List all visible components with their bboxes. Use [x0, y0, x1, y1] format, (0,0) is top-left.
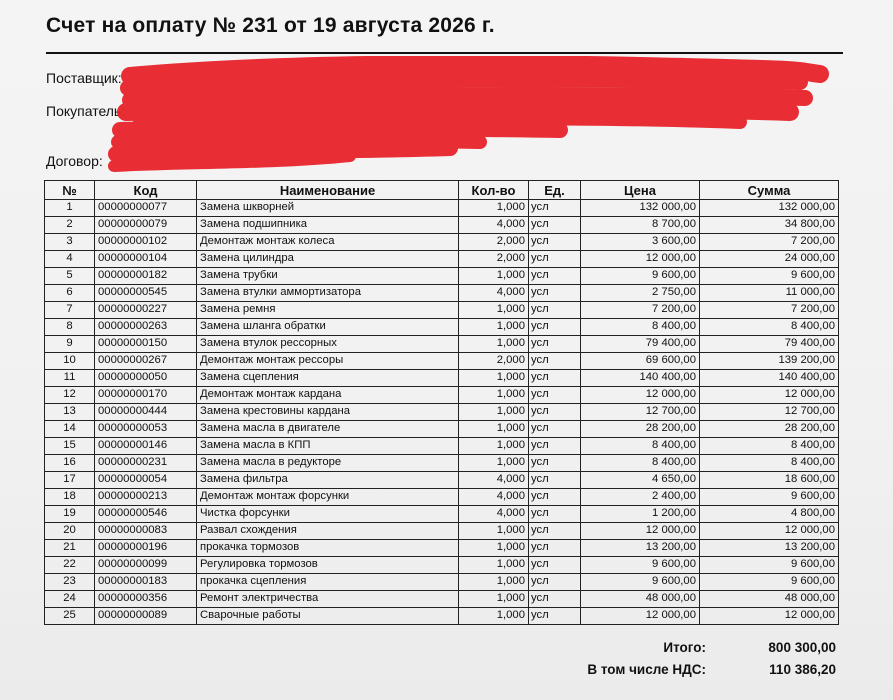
item-qty: 1,000 [459, 200, 529, 217]
item-sum: 12 000,00 [700, 608, 839, 625]
item-price: 9 600,00 [581, 574, 700, 591]
buyer-label: Покупатель: [46, 103, 126, 119]
item-name: Ремонт электричества [197, 591, 459, 608]
item-price: 8 400,00 [581, 438, 700, 455]
table-row [45, 336, 839, 353]
row-num: 5 [45, 268, 95, 285]
row-num: 2 [45, 217, 95, 234]
item-name: Демонтаж монтаж колеса [197, 234, 459, 251]
item-name: Замена шкворней [197, 200, 459, 217]
item-price: 12 000,00 [581, 608, 700, 625]
item-code: 00000000546 [95, 506, 197, 523]
redaction-scribble [100, 56, 840, 184]
item-code: 00000000083 [95, 523, 197, 540]
item-price: 2 750,00 [581, 285, 700, 302]
item-name: Замена втулок рессорных [197, 336, 459, 353]
item-name: Замена цилиндра [197, 251, 459, 268]
item-code: 00000000196 [95, 540, 197, 557]
item-sum: 48 000,00 [700, 591, 839, 608]
item-qty: 4,000 [459, 506, 529, 523]
row-num: 22 [45, 557, 95, 574]
item-sum: 8 400,00 [700, 455, 839, 472]
item-code: 00000000146 [95, 438, 197, 455]
item-name: Чистка форсунки [197, 506, 459, 523]
item-unit: усл [529, 319, 581, 336]
item-qty: 1,000 [459, 557, 529, 574]
item-code: 00000000150 [95, 336, 197, 353]
item-name: Замена масла в двигателе [197, 421, 459, 438]
item-price: 2 400,00 [581, 489, 700, 506]
row-num: 4 [45, 251, 95, 268]
item-sum: 8 400,00 [700, 438, 839, 455]
item-sum: 9 600,00 [700, 489, 839, 506]
table-row [45, 404, 839, 421]
item-unit: усл [529, 200, 581, 217]
item-price: 8 400,00 [581, 455, 700, 472]
item-qty: 2,000 [459, 251, 529, 268]
item-qty: 2,000 [459, 353, 529, 370]
row-num: 16 [45, 455, 95, 472]
table-row [45, 268, 839, 285]
item-sum: 12 000,00 [700, 387, 839, 404]
item-qty: 1,000 [459, 319, 529, 336]
item-qty: 1,000 [459, 421, 529, 438]
item-sum: 24 000,00 [700, 251, 839, 268]
item-unit: усл [529, 540, 581, 557]
item-sum: 12 000,00 [700, 523, 839, 540]
table-row [45, 319, 839, 336]
item-qty: 1,000 [459, 302, 529, 319]
item-code: 00000000182 [95, 268, 197, 285]
item-qty: 1,000 [459, 438, 529, 455]
item-price: 4 650,00 [581, 472, 700, 489]
supplier-label: Поставщик: [46, 70, 122, 86]
item-unit: усл [529, 591, 581, 608]
vat-value: 110 386,20 [769, 662, 836, 677]
item-name: Развал схождения [197, 523, 459, 540]
item-sum: 7 200,00 [700, 302, 839, 319]
item-unit: усл [529, 421, 581, 438]
row-num: 10 [45, 353, 95, 370]
table-row [45, 608, 839, 625]
item-qty: 4,000 [459, 285, 529, 302]
col-header-sum: Сумма [700, 181, 839, 200]
row-num: 21 [45, 540, 95, 557]
total-value: 800 300,00 [768, 640, 836, 655]
row-num: 6 [45, 285, 95, 302]
table-row [45, 387, 839, 404]
item-unit: усл [529, 523, 581, 540]
item-code: 00000000102 [95, 234, 197, 251]
item-name: Замена втулки аммортизатора [197, 285, 459, 302]
table-row [45, 302, 839, 319]
table-row [45, 217, 839, 234]
row-num: 8 [45, 319, 95, 336]
item-name: прокачка тормозов [197, 540, 459, 557]
item-qty: 1,000 [459, 608, 529, 625]
item-price: 12 000,00 [581, 251, 700, 268]
table-row [45, 557, 839, 574]
item-price: 8 400,00 [581, 319, 700, 336]
item-name: Замена трубки [197, 268, 459, 285]
item-code: 00000000356 [95, 591, 197, 608]
item-code: 00000000545 [95, 285, 197, 302]
item-code: 00000000104 [95, 251, 197, 268]
item-unit: усл [529, 506, 581, 523]
row-num: 20 [45, 523, 95, 540]
contract-label: Договор: [46, 153, 103, 169]
item-qty: 1,000 [459, 268, 529, 285]
item-price: 140 400,00 [581, 370, 700, 387]
item-price: 9 600,00 [581, 557, 700, 574]
item-name: Демонтаж монтаж форсунки [197, 489, 459, 506]
item-unit: усл [529, 557, 581, 574]
item-sum: 132 000,00 [700, 200, 839, 217]
item-price: 1 200,00 [581, 506, 700, 523]
item-price: 12 700,00 [581, 404, 700, 421]
item-code: 00000000444 [95, 404, 197, 421]
row-num: 24 [45, 591, 95, 608]
item-sum: 140 400,00 [700, 370, 839, 387]
item-unit: усл [529, 251, 581, 268]
item-unit: усл [529, 404, 581, 421]
item-price: 28 200,00 [581, 421, 700, 438]
table-row [45, 421, 839, 438]
row-num: 9 [45, 336, 95, 353]
item-name: Замена шланга обратки [197, 319, 459, 336]
item-code: 00000000099 [95, 557, 197, 574]
item-qty: 4,000 [459, 489, 529, 506]
item-sum: 139 200,00 [700, 353, 839, 370]
item-code: 00000000077 [95, 200, 197, 217]
row-num: 11 [45, 370, 95, 387]
table-row [45, 251, 839, 268]
table-row [45, 455, 839, 472]
item-unit: усл [529, 234, 581, 251]
item-unit: усл [529, 302, 581, 319]
item-name: Демонтаж монтаж кардана [197, 387, 459, 404]
col-header-code: Код [95, 181, 197, 200]
invoice-title: Счет на оплату № 231 от 19 августа 2026 г. [46, 14, 495, 37]
item-unit: усл [529, 608, 581, 625]
item-qty: 1,000 [459, 387, 529, 404]
row-num: 19 [45, 506, 95, 523]
table-row [45, 200, 839, 217]
item-unit: усл [529, 285, 581, 302]
item-unit: усл [529, 387, 581, 404]
table-row [45, 574, 839, 591]
table-row [45, 285, 839, 302]
item-name: Сварочные работы [197, 608, 459, 625]
item-price: 13 200,00 [581, 540, 700, 557]
item-qty: 1,000 [459, 540, 529, 557]
table-row [45, 472, 839, 489]
item-price: 69 600,00 [581, 353, 700, 370]
item-qty: 1,000 [459, 404, 529, 421]
item-name: прокачка сцепления [197, 574, 459, 591]
item-name: Замена масла в редукторе [197, 455, 459, 472]
item-code: 00000000053 [95, 421, 197, 438]
item-name: Замена ремня [197, 302, 459, 319]
item-unit: усл [529, 370, 581, 387]
item-unit: усл [529, 336, 581, 353]
item-sum: 34 800,00 [700, 217, 839, 234]
total-label: Итого: [663, 640, 706, 655]
item-unit: усл [529, 455, 581, 472]
item-code: 00000000183 [95, 574, 197, 591]
item-sum: 18 600,00 [700, 472, 839, 489]
title-divider [46, 52, 843, 54]
table-row [45, 523, 839, 540]
item-code: 00000000213 [95, 489, 197, 506]
row-num: 17 [45, 472, 95, 489]
table-row [45, 438, 839, 455]
item-price: 48 000,00 [581, 591, 700, 608]
item-code: 00000000227 [95, 302, 197, 319]
item-code: 00000000267 [95, 353, 197, 370]
item-sum: 9 600,00 [700, 557, 839, 574]
item-price: 7 200,00 [581, 302, 700, 319]
col-header-qty: Кол-во [459, 181, 529, 200]
row-num: 18 [45, 489, 95, 506]
table-row [45, 591, 839, 608]
item-code: 00000000263 [95, 319, 197, 336]
item-qty: 1,000 [459, 591, 529, 608]
item-code: 00000000231 [95, 455, 197, 472]
item-price: 132 000,00 [581, 200, 700, 217]
row-num: 15 [45, 438, 95, 455]
item-price: 8 700,00 [581, 217, 700, 234]
item-name: Замена крестовины кардана [197, 404, 459, 421]
item-unit: усл [529, 489, 581, 506]
item-price: 12 000,00 [581, 523, 700, 540]
item-code: 00000000054 [95, 472, 197, 489]
item-qty: 4,000 [459, 472, 529, 489]
item-qty: 1,000 [459, 574, 529, 591]
table-row [45, 489, 839, 506]
row-num: 13 [45, 404, 95, 421]
item-unit: усл [529, 353, 581, 370]
item-sum: 28 200,00 [700, 421, 839, 438]
item-qty: 4,000 [459, 217, 529, 234]
table-row [45, 370, 839, 387]
item-qty: 1,000 [459, 370, 529, 387]
table-row [45, 353, 839, 370]
row-num: 23 [45, 574, 95, 591]
item-name: Регулировка тормозов [197, 557, 459, 574]
col-header-unit: Ед. [529, 181, 581, 200]
item-sum: 79 400,00 [700, 336, 839, 353]
item-sum: 13 200,00 [700, 540, 839, 557]
table-row [45, 506, 839, 523]
item-name: Замена подшипника [197, 217, 459, 234]
item-code: 00000000170 [95, 387, 197, 404]
item-sum: 9 600,00 [700, 268, 839, 285]
row-num: 1 [45, 200, 95, 217]
table-row [45, 540, 839, 557]
invoice-table [44, 180, 839, 625]
item-price: 12 000,00 [581, 387, 700, 404]
item-name: Замена сцепления [197, 370, 459, 387]
col-header-name: Наименование [197, 181, 459, 200]
item-name: Демонтаж монтаж рессоры [197, 353, 459, 370]
item-sum: 9 600,00 [700, 574, 839, 591]
row-num: 25 [45, 608, 95, 625]
row-num: 14 [45, 421, 95, 438]
item-unit: усл [529, 438, 581, 455]
row-num: 12 [45, 387, 95, 404]
item-sum: 11 000,00 [700, 285, 839, 302]
row-num: 7 [45, 302, 95, 319]
item-price: 3 600,00 [581, 234, 700, 251]
item-code: 00000000050 [95, 370, 197, 387]
item-sum: 12 700,00 [700, 404, 839, 421]
item-qty: 2,000 [459, 234, 529, 251]
item-price: 79 400,00 [581, 336, 700, 353]
item-unit: усл [529, 574, 581, 591]
item-qty: 1,000 [459, 455, 529, 472]
item-sum: 7 200,00 [700, 234, 839, 251]
col-header-price: Цена [581, 181, 700, 200]
table-row [45, 234, 839, 251]
item-code: 00000000089 [95, 608, 197, 625]
col-header-num: № [45, 181, 95, 200]
item-unit: усл [529, 268, 581, 285]
table-header-row [45, 181, 839, 200]
item-code: 00000000079 [95, 217, 197, 234]
row-num: 3 [45, 234, 95, 251]
item-name: Замена масла в КПП [197, 438, 459, 455]
item-sum: 8 400,00 [700, 319, 839, 336]
item-unit: усл [529, 472, 581, 489]
item-qty: 1,000 [459, 523, 529, 540]
item-sum: 4 800,00 [700, 506, 839, 523]
item-price: 9 600,00 [581, 268, 700, 285]
vat-label: В том числе НДС: [587, 662, 706, 677]
item-name: Замена фильтра [197, 472, 459, 489]
item-unit: усл [529, 217, 581, 234]
item-qty: 1,000 [459, 336, 529, 353]
